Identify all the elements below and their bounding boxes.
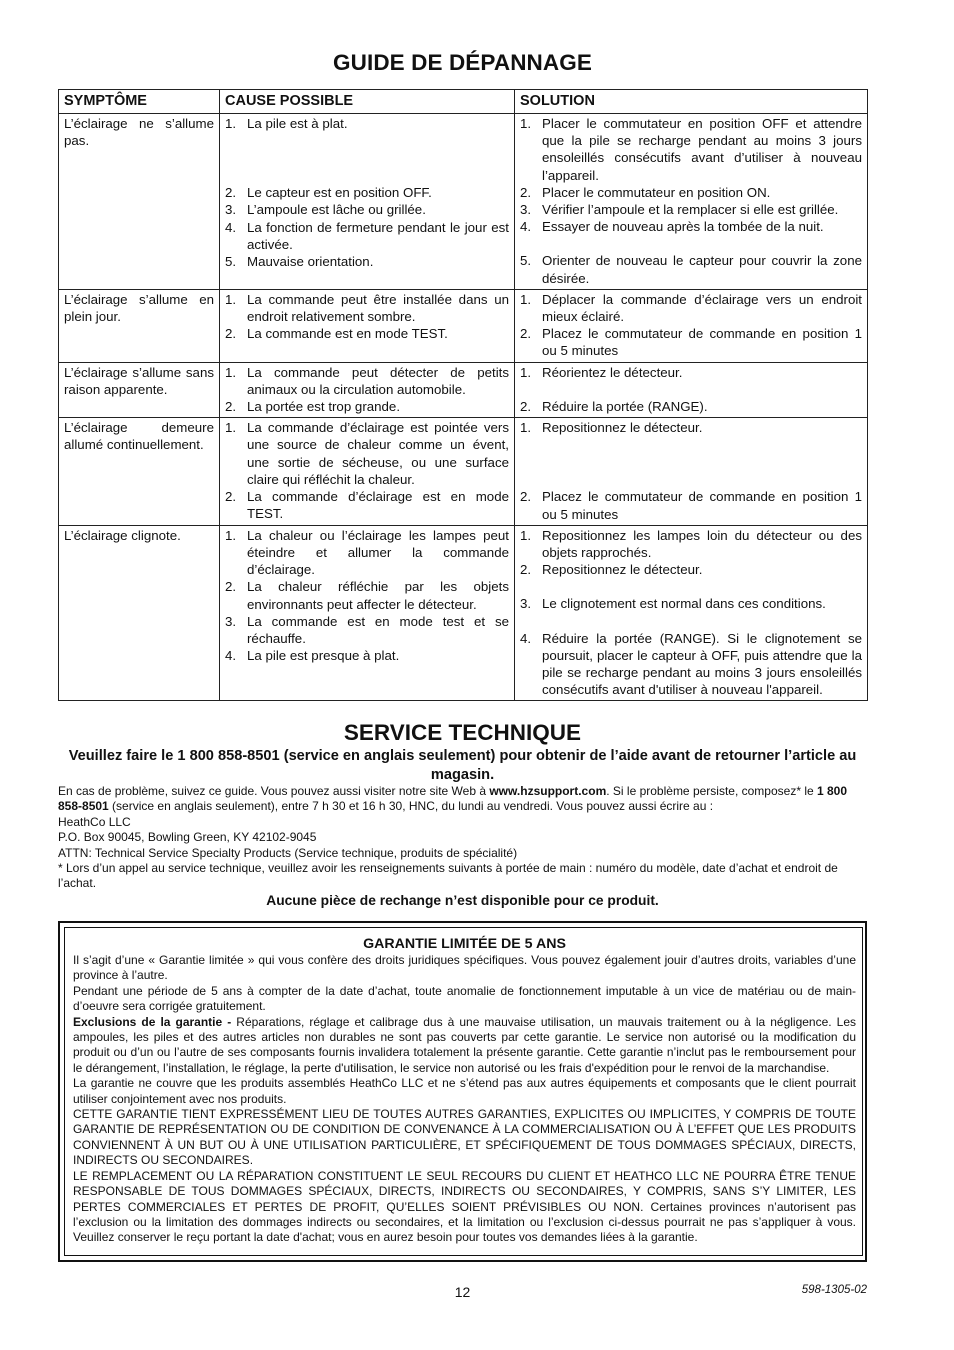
cause-item [225, 184, 509, 201]
cause-cell [220, 525, 515, 701]
table-header-row [59, 90, 868, 114]
item-number: 1. [520, 116, 532, 131]
header-cause: CAUSE POSSIBLE [220, 90, 515, 114]
solution-item [520, 201, 862, 218]
item-number: 3. [225, 613, 237, 629]
solution-cell [515, 362, 868, 418]
item-number: 1. [520, 527, 532, 543]
header-solution: SOLUTION [515, 90, 868, 114]
solution-cell [515, 289, 868, 362]
solution-item [520, 419, 862, 436]
causes-list [225, 527, 509, 665]
symptom-cell: L’éclairage s’allume sans raison apparente. [59, 362, 220, 418]
item-text: Placer le commutateur en position ON. [542, 184, 771, 200]
address-line: HeathCo LLC [58, 814, 131, 829]
warranty-para: CETTE GARANTIE TIENT EXPRESSÉMENT LIEU DE TOUTES AUTRES GARANTIES, EXPLICITES OU IMPLICITES, Y COMPRIS DE TOUTE GARANTIE DE REPRÉSENTATION OU DE CONDITION DE CONVENANCE À LA COMMERCIALISATION OU À L’EFFET QUE LES PRODUITS CONVIENNENT À UN BUT OU À UNE UTILISATION PARTICULIÈRE, ET SPÉCIFIQUEMENT DE TOUS DOMMAGES SPÉCIAUX, DIRECTS, INDIRECTS OU SECONDAIRES. [73, 1107, 856, 1168]
symptom-cell: L’éclairage clignote. [59, 525, 220, 701]
item-text: La commande d’éclairage est pointée vers une source de chaleur comme un évent, une sortie de sécheuse, ou une surface claire qui réfléchit la chaleur. [247, 420, 509, 487]
no-parts-notice: Aucune pièce de rechange n’est disponible pour ce produit. [266, 893, 659, 908]
item-text: Déplacer la commande d’éclairage vers un endroit mieux éclairé. [542, 291, 862, 325]
item-text: La portée est trop grande. [247, 399, 401, 415]
item-text: La commande peut être installée dans un endroit relativement sombre. [247, 291, 509, 325]
item-number: 1. [520, 291, 532, 307]
warranty-title: GARANTIE LIMITÉE DE 5 ANS [363, 936, 566, 952]
cause-item [225, 201, 509, 218]
warranty-exclusions [73, 1015, 856, 1077]
item-number: 3. [225, 202, 237, 218]
item-number: 4. [520, 219, 532, 235]
item-number: 1. [225, 420, 237, 436]
solution-item [520, 252, 862, 286]
symptom-cell: L’éclairage s’allume en plein jour. [59, 289, 220, 362]
item-number: 2. [225, 489, 237, 505]
item-text: La fonction de fermeture pendant le jour est activée. [247, 219, 509, 252]
item-text: Le capteur est en position OFF. [247, 185, 432, 201]
item-text: Orienter de nouveau le capteur pour couvrir la zone désirée. [542, 253, 862, 286]
item-number: 1. [225, 291, 237, 307]
cause-item [225, 325, 509, 342]
item-text: La commande est en mode test et se réchauffe. [247, 613, 509, 647]
solution-item [520, 595, 862, 612]
causes-list [225, 364, 509, 416]
solutions-list [520, 364, 862, 415]
item-text: Vérifier l’ampoule et la remplacer si elle est grillée. [542, 202, 839, 218]
website-link[interactable]: www.hzsupport.com [489, 784, 607, 798]
item-number: 2. [225, 185, 237, 201]
solution-item [520, 291, 862, 325]
address-line: P.O. Box 90045, Bowling Green, KY 42102-9045 [58, 830, 317, 845]
cause-cell [220, 418, 515, 526]
table-row [59, 114, 868, 290]
service-call-notice: Veuillez faire le 1 800 858-8501 (service en anglais seulement) pour obtenir de l’aide avant de retourner l’article au magasin. [68, 748, 857, 783]
page-number: 12 [454, 1284, 471, 1300]
troubleshooting-table [58, 89, 868, 701]
solution-item [520, 527, 862, 561]
cause-item [225, 488, 509, 522]
cause-cell [220, 362, 515, 418]
cause-item [225, 647, 509, 664]
solution-item [520, 364, 862, 381]
phone-number: 1 800 858-8501 [58, 784, 848, 814]
causes-list [225, 419, 509, 522]
causes-list [225, 115, 509, 270]
warranty-inner [64, 927, 863, 1256]
item-text: Placez le commutateur de commande en position 1 ou 5 minutes [542, 489, 862, 522]
item-text: Placer le commutateur en position OFF et attendre que la pile se recharge pendant au moins 3 jours ensoleillés consécutifs avant d’utiliser à nouveau l’appareil. [542, 116, 862, 183]
service-intro [58, 784, 869, 815]
item-text: Réduire la portée (RANGE). [542, 398, 708, 414]
item-text: La pile est presque à plat. [247, 648, 400, 664]
warranty-box [58, 921, 867, 1262]
item-text: Le clignotement est normal dans ces conditions. [542, 596, 826, 612]
service-title: SERVICE TECHNIQUE [343, 720, 582, 745]
solution-item [520, 115, 862, 184]
item-number: 2. [520, 562, 532, 578]
warranty-para: Pendant une période de 5 ans à compter de la date d’achat, toute anomalie de fonctionnement imputable à un vice de matériau ou de main-d’oeuvre sera corrigée gratuitement. [73, 983, 856, 1014]
solution-cell [515, 418, 868, 526]
document-number: 598-1305-02 [801, 1284, 867, 1296]
item-text: La commande d’éclairage est en mode TEST. [247, 489, 509, 522]
item-number: 2. [225, 579, 237, 595]
service-info [58, 784, 869, 892]
solution-cell [515, 114, 868, 290]
solutions-list [520, 527, 862, 699]
item-text: Essayer de nouveau après la tombée de la nuit. [542, 219, 824, 235]
item-text: Placez le commutateur de commande en position 1 ou 5 minutes [542, 326, 862, 359]
item-number: 5. [520, 253, 532, 269]
item-number: 2. [225, 399, 237, 415]
solution-item [520, 488, 862, 522]
page-title: GUIDE DE DÉPANNAGE [333, 50, 592, 75]
cause-item [225, 578, 509, 612]
item-number: 2. [520, 398, 532, 414]
solution-item [520, 398, 862, 415]
table-row [59, 362, 868, 418]
item-number: 4. [225, 219, 237, 235]
item-number: 3. [520, 202, 532, 218]
item-number: 1. [225, 116, 237, 131]
header-symptom: SYMPTÔME [59, 90, 220, 114]
cause-item [225, 364, 509, 398]
warranty-para: La garantie ne couvre que les produits assemblés HeathCo LLC et ne s’étend pas aux autres équipements et composants que le client pourrait utiliser conjointement avec nos produits. [73, 1076, 856, 1106]
item-number: 3. [520, 596, 532, 612]
solution-cell [515, 525, 868, 701]
item-text: La chaleur ou l’éclairage les lampes peut éteindre et allumer la commande d’éclairage. [247, 527, 509, 578]
table-row [59, 418, 868, 526]
item-number: 2. [520, 489, 532, 505]
item-text: Repositionnez le détecteur. [542, 562, 703, 578]
warranty-para: LE REMPLACEMENT OU LA RÉPARATION CONSTITUENT LE SEUL RECOURS DU CLIENT ET HEATHCO LLC NE POURRA ÊTRE TENUE RESPONSABLE DE TOUS DOMMAGES SPÉCIAUX, DIRECTS, INDIRECTS OU SECONDAIRES, Y COMPRIS, SANS S’Y LIMITER, LES PERTES COMMERCIALES ET PERTES DE PROFIT, QU’ELLES SOIENT PRÉVISIBLES OU NON. Certaines provinces n’autorisent pas l’exclusion ou la limitation des dommages indirects ou secondaires, et la limitation ou l’exclusion ci-dessus pourrait ne pas s’appliquer à vous. Veuillez conserver le reçu portant la date d'achat; vous en aurez besoin pour toutes vos demandes liées à la garantie. [73, 1168, 856, 1245]
table-row [59, 289, 868, 362]
item-number: 2. [520, 184, 532, 200]
solution-item [520, 325, 862, 359]
causes-list [225, 291, 509, 343]
item-number: 4. [520, 630, 532, 646]
item-text: La commande peut détecter de petits animaux ou la circulation automobile. [247, 364, 509, 397]
item-text: La chaleur réfléchie par les objets environnants peut affecter le détecteur. [247, 579, 509, 612]
service-footnote: * Lors d’un appel au service technique, veuillez avoir les renseignements suivants à portée de main : numéro du modèle, date d’achat et endroit de l’achat. [58, 861, 838, 891]
item-number: 1. [225, 364, 237, 380]
item-number: 4. [225, 648, 237, 664]
solution-item [520, 218, 862, 235]
item-text: La pile est à plat. [247, 116, 348, 131]
item-text: Réorientez le détecteur. [542, 364, 683, 380]
cause-item [225, 398, 509, 415]
cause-item [225, 613, 509, 647]
item-number: 2. [520, 326, 532, 342]
item-text: Repositionnez le détecteur. [542, 420, 703, 436]
symptom-cell: L’éclairage demeure allumé continuellement. [59, 418, 220, 526]
cause-item [225, 219, 509, 253]
item-number: 1. [520, 364, 532, 380]
item-number: 1. [225, 527, 237, 543]
solutions-list [520, 419, 862, 523]
symptom-cell: L’éclairage ne s’allume pas. [59, 114, 220, 290]
item-text: La commande est en mode TEST. [247, 326, 448, 342]
item-number: 5. [225, 254, 237, 270]
solutions-list [520, 291, 862, 360]
table-row [59, 525, 868, 701]
solutions-list [520, 115, 862, 287]
intro-text-b: . Si le problème persiste, composez* le [606, 784, 817, 798]
item-text: Mauvaise orientation. [247, 254, 374, 270]
item-number: 2. [225, 326, 237, 342]
item-text: Repositionnez les lampes loin du détecteur ou des objets rapprochés. [542, 527, 862, 561]
item-text: L’ampoule est lâche ou grillée. [247, 202, 426, 218]
cause-item [225, 253, 509, 270]
warranty-para: Il s’agit d’une « Garantie limitée » qui vous confère des droits juridiques spécifiques. Vous pouvez également jouir d’autres droits, variables d’une province à l’autre. [73, 953, 856, 983]
intro-text-c: (service en anglais seulement), entre 7 h 30 et 16 h 30, HNC, du lundi au vendredi. Vous pouvez aussi écrire au : [108, 799, 714, 814]
item-number: 1. [520, 420, 532, 436]
item-text: Réduire la portée (RANGE). Si le clignotement se poursuit, placer le capteur à OFF, puis attendre que la pile se recharge pendant au moins 3 jours ensoleillés consécutifs avant d'utiliser à nouveau l'appareil. [542, 630, 862, 698]
cause-cell [220, 114, 515, 290]
exclusions-label: Exclusions de la garantie - [73, 1014, 237, 1029]
solution-item [520, 561, 862, 578]
cause-item [225, 419, 509, 488]
cause-item [225, 527, 509, 579]
cause-item [225, 291, 509, 325]
intro-text-a: En cas de problème, suivez ce guide. Vous pouvez aussi visiter notre site Web à [58, 784, 490, 798]
cause-item [225, 115, 509, 132]
cause-cell [220, 289, 515, 362]
address-line: ATTN: Technical Service Specialty Products (Service technique, produits de spécialité) [58, 845, 518, 860]
solution-item [520, 630, 862, 699]
exclusions-text: Réparations, réglage et calibrage dus à une mauvaise utilisation, un mauvais traitement ou à la négligence. Les ampoules, les piles et des autres articles non durables ne sont pas couverts par cette garantie. Le service non autorisé ou la modification du produit ou d’un ou l’autre de ses composants fournis invalidera totalement la présente garantie. Cette garantie n’inclut pas le remboursement pour le dérangement, l’installation, le réglage, la perte d'utilisation, le service non autorisé ou les frais d'expédition pour le renvoi de la marchandise. [73, 1014, 857, 1075]
solution-item [520, 184, 862, 201]
